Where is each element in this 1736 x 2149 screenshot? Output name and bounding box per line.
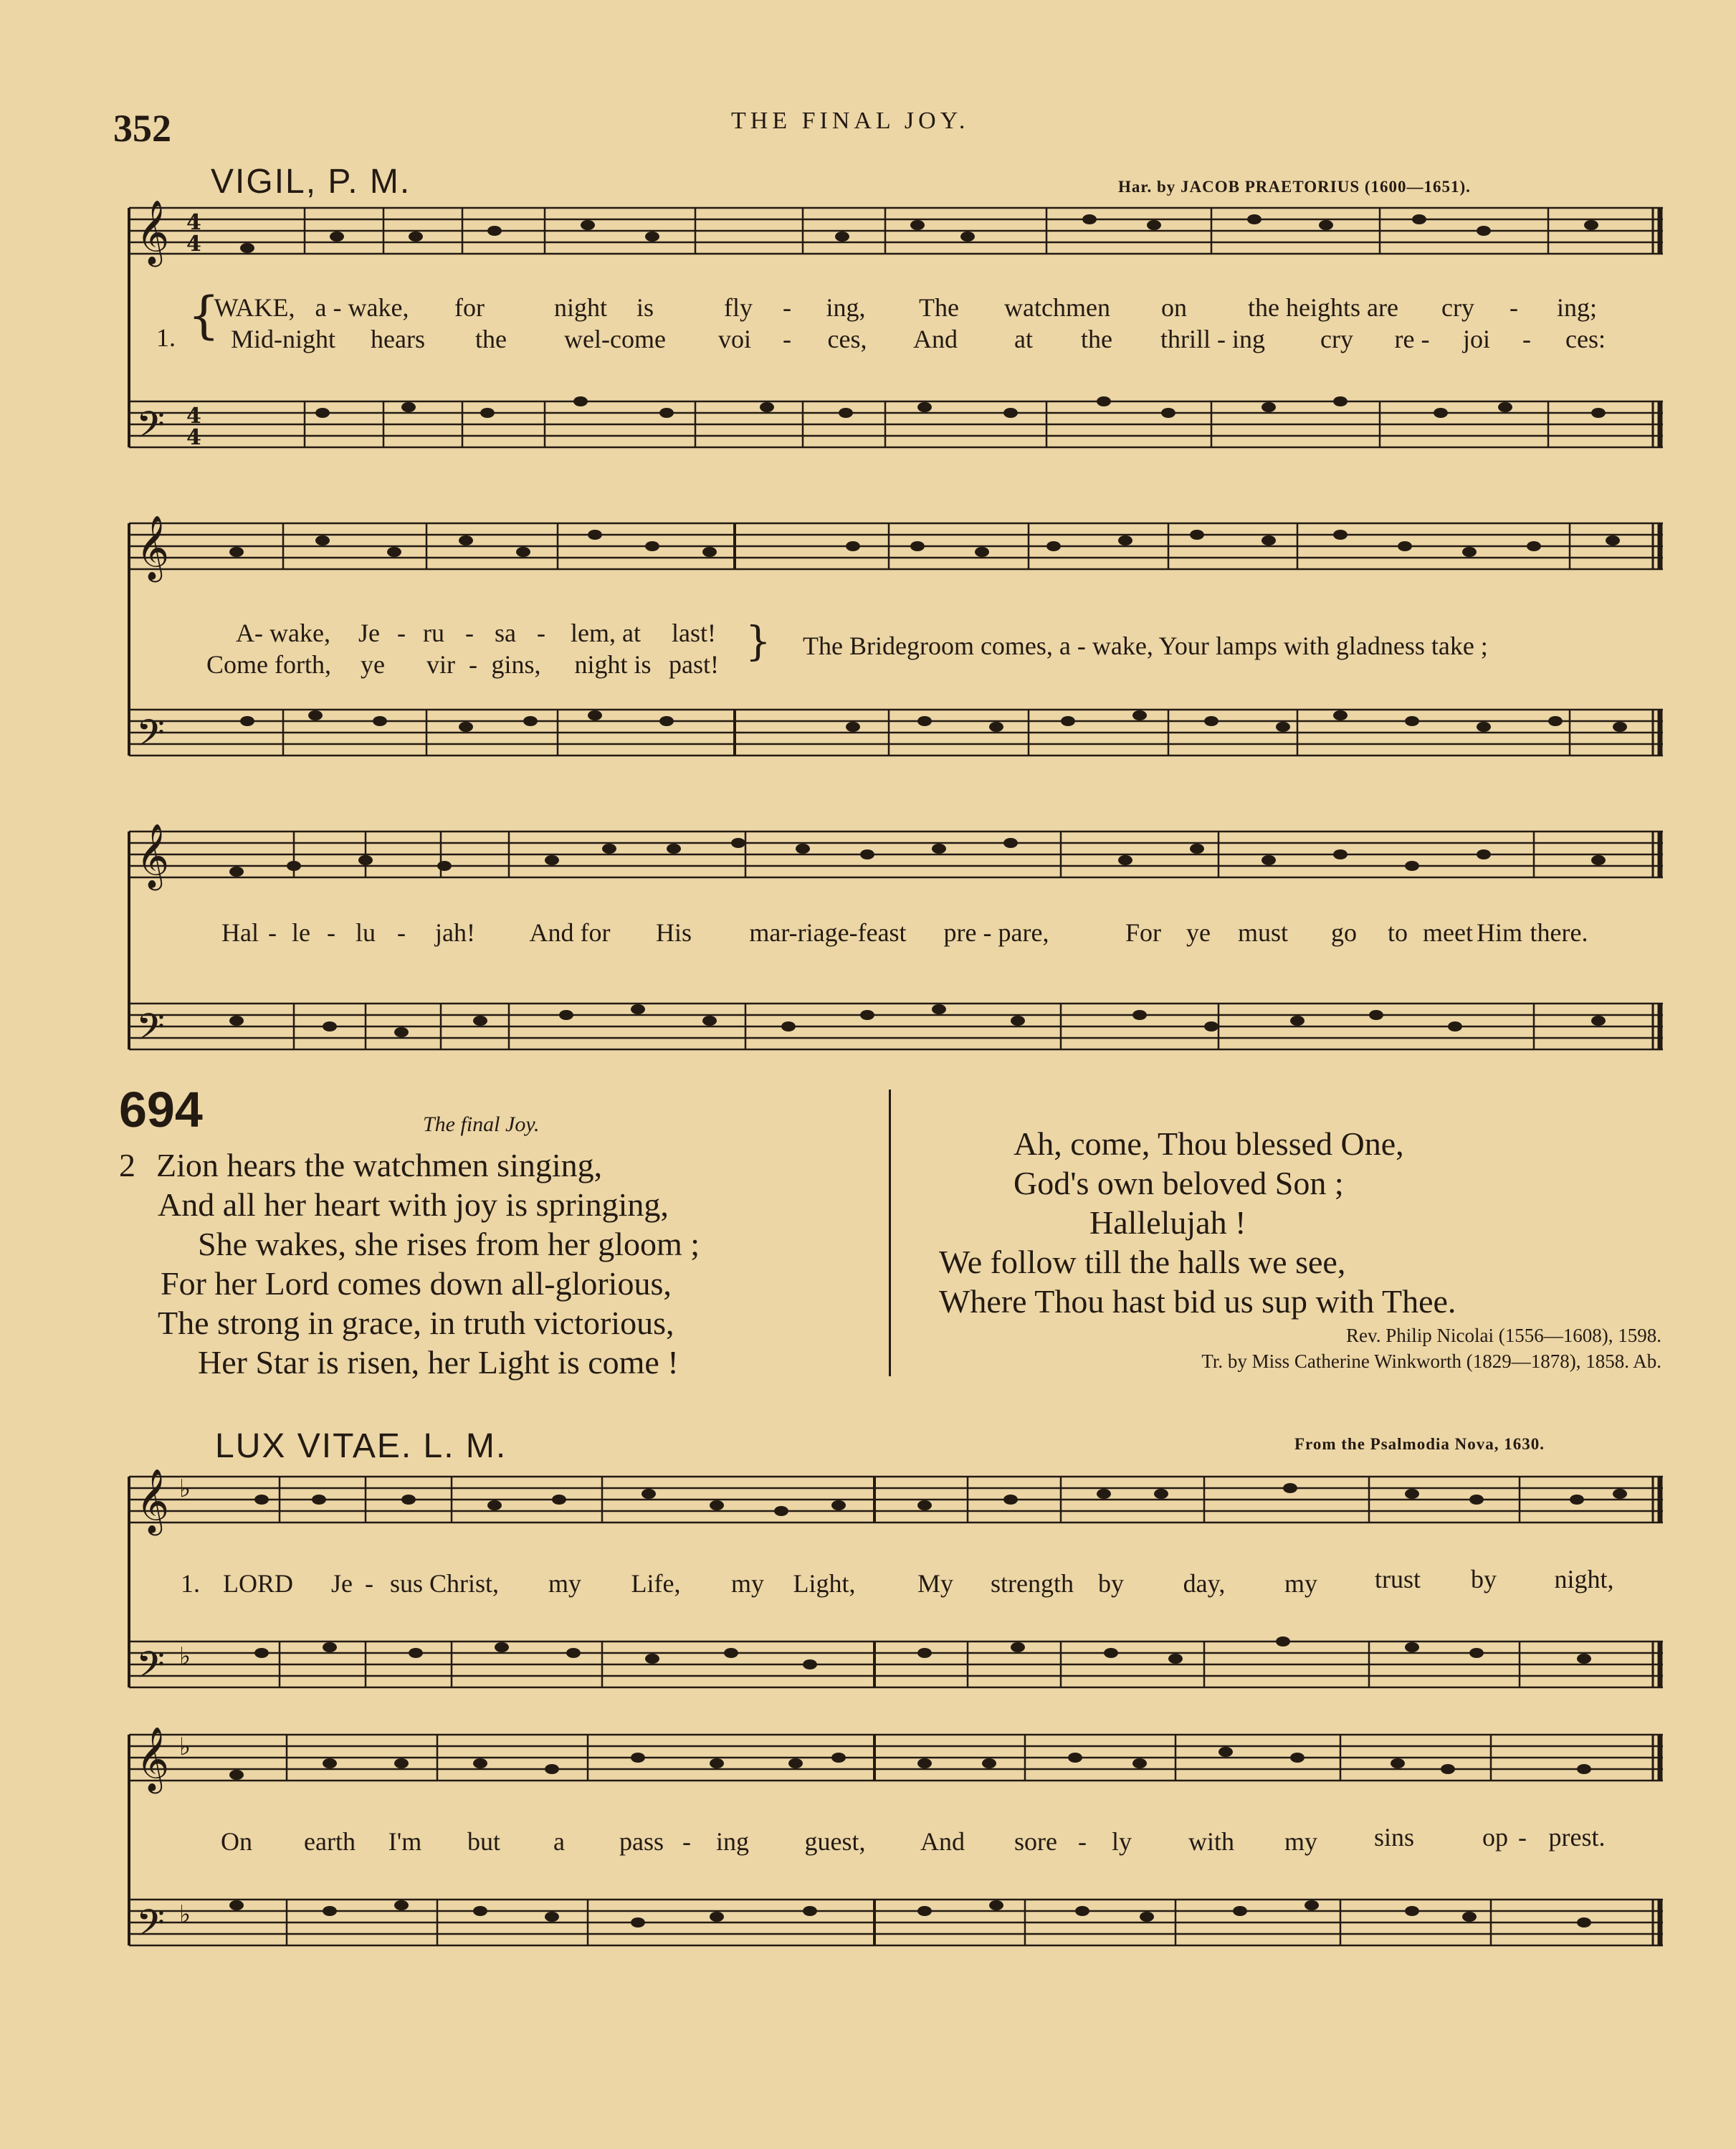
running-head: THE FINAL JOY. — [731, 108, 970, 134]
lyric: joi — [1462, 325, 1491, 353]
lyric: lu — [355, 918, 376, 947]
lyric: but — [467, 1827, 501, 1856]
stanza-line: And all her heart with joy is springing, — [158, 1186, 669, 1223]
lyric: - — [783, 293, 791, 322]
lyric: - — [1522, 325, 1531, 353]
lyric: Life, — [631, 1569, 681, 1598]
lyric: fly — [724, 293, 753, 322]
svg-text:4: 4 — [186, 210, 201, 235]
lyric: le — [292, 918, 310, 947]
lyric: ing; — [1556, 293, 1598, 322]
lyric: pass — [619, 1827, 664, 1856]
svg-text:𝄢: 𝄢 — [136, 1901, 165, 1953]
lyric: my — [548, 1569, 582, 1598]
lyric: the heights are — [1248, 293, 1398, 322]
lyric: sore — [1014, 1827, 1057, 1856]
stanza-line: We follow till the halls we see, — [939, 1244, 1346, 1280]
lux-system-1-score — [122, 1462, 1670, 1706]
svg-text:𝄢: 𝄢 — [136, 403, 165, 455]
lyric: - — [397, 619, 406, 647]
svg-text:𝄞: 𝄞 — [136, 824, 170, 888]
stanza-line: Where Thou hast bid us sup with Thee. — [939, 1283, 1456, 1320]
lyric: - — [268, 918, 277, 947]
lyric: trust — [1374, 1565, 1421, 1593]
lyric: at — [1014, 325, 1033, 353]
lyric: re - — [1394, 325, 1430, 353]
lyric: strength — [991, 1569, 1074, 1598]
page-number: 352 — [113, 107, 171, 150]
stanza-line: Hallelujah ! — [1089, 1204, 1246, 1241]
lyric: night — [553, 293, 608, 322]
lyric: for — [454, 293, 485, 322]
lyric: And — [913, 325, 958, 353]
lyric: guest, — [804, 1827, 866, 1856]
stanza-line: Ah, come, Thou blessed One, — [1014, 1125, 1404, 1162]
lyric: my — [1284, 1569, 1318, 1598]
lyric: Je — [358, 619, 380, 647]
lyric: watchmen — [1004, 293, 1110, 322]
lyric: on — [1161, 293, 1187, 322]
vigil-repeat-brace: } — [745, 619, 771, 665]
lyric: ye — [1186, 918, 1211, 947]
stanza-line: God's own beloved Son ; — [1014, 1165, 1344, 1201]
lyric: For — [1125, 918, 1162, 947]
stanza-line: She wakes, she rises from her gloom ; — [198, 1226, 700, 1262]
lyric: - — [537, 619, 545, 647]
svg-text:♭: ♭ — [179, 1642, 191, 1671]
svg-text:𝄞: 𝄞 — [136, 1727, 170, 1791]
lyric: - — [1518, 1823, 1527, 1852]
lyric: vir — [426, 650, 455, 679]
lyric: - — [682, 1827, 691, 1856]
lyric: And for — [529, 918, 611, 947]
lyric: lem, at — [571, 619, 641, 647]
lyric: thrill - ing — [1160, 325, 1265, 353]
lyric: pre - pare, — [943, 918, 1049, 947]
svg-text:𝄞: 𝄞 — [136, 515, 170, 580]
lyric: gins, — [491, 650, 541, 679]
lyric: meet — [1423, 918, 1473, 947]
vigil-tune-title: VIGIL, P. M. — [211, 163, 411, 201]
lyric: ru — [423, 619, 444, 647]
lyric: ces, — [827, 325, 867, 353]
lyric: go — [1331, 918, 1357, 947]
lyric: Hal — [221, 918, 259, 947]
lyric: - — [327, 918, 335, 947]
lyric: wel-come — [564, 325, 666, 353]
lyric: Je — [331, 1569, 353, 1598]
stanza-line: The strong in grace, in truth victorious, — [158, 1305, 674, 1341]
svg-text:♭: ♭ — [179, 1900, 191, 1929]
lyric: jah! — [435, 918, 475, 947]
lyric: The Bridegroom comes, a - wake, Your lamps with gladness take ; — [803, 632, 1488, 660]
lyric: sins — [1373, 1823, 1415, 1852]
lyric: by — [1471, 1565, 1497, 1593]
vigil-verse-number: 1. — [156, 323, 176, 352]
lyric: Mid-night — [230, 325, 336, 353]
lyric: sa — [495, 619, 516, 647]
lyric: night, — [1554, 1565, 1614, 1593]
lux-system-1-staves — [122, 1462, 1670, 1706]
lyric: a - wake, — [315, 293, 409, 322]
lyric: - — [465, 619, 474, 647]
lyric: there. — [1530, 918, 1588, 947]
svg-text:4: 4 — [186, 425, 201, 450]
lyric: His — [655, 918, 692, 947]
lyric: The — [919, 293, 959, 322]
vigil-verse-brace: { — [188, 286, 220, 345]
lyric: And — [920, 1827, 965, 1856]
svg-text:♭: ♭ — [179, 1474, 191, 1503]
lyric: I'm — [388, 1827, 422, 1856]
lyric: cry — [1320, 325, 1353, 353]
lyric: by — [1098, 1569, 1124, 1598]
lyric: - — [469, 650, 477, 679]
lux-verse-number: 1. — [181, 1569, 200, 1598]
lyric: op — [1482, 1823, 1508, 1852]
hymn-heading: The final Joy. — [423, 1112, 540, 1136]
lyric: my — [1284, 1827, 1318, 1856]
lyric: - — [365, 1569, 373, 1598]
lyric: the — [475, 325, 507, 353]
lyric: On — [221, 1827, 252, 1856]
lyric: A- wake, — [236, 619, 330, 647]
lyric: My — [917, 1569, 954, 1598]
svg-text:4: 4 — [186, 232, 201, 257]
lyric: cry — [1441, 293, 1474, 322]
lyric: my — [730, 1569, 765, 1598]
stanza-line: For her Lord comes down all-glorious, — [161, 1265, 672, 1302]
lyric: - — [1510, 293, 1518, 322]
lyric: the — [1081, 325, 1112, 353]
lyric: - — [1078, 1827, 1087, 1856]
lux-attribution: From the Psalmodia Nova, 1630. — [1294, 1435, 1545, 1453]
lyric: night is — [574, 650, 652, 679]
translator-credit: Tr. by Miss Catherine Winkworth (1829—1878), 1858. Ab. — [1201, 1350, 1661, 1372]
lyric: earth — [304, 1827, 356, 1856]
lyric: mar-riage-feast — [749, 918, 907, 947]
lyric: Come forth, — [206, 650, 331, 679]
lyric: must — [1237, 918, 1289, 947]
lyric: - — [783, 325, 791, 353]
lyric: last! — [672, 619, 716, 647]
svg-text:𝄞: 𝄞 — [136, 200, 170, 265]
lyric: sus Christ, — [389, 1569, 500, 1598]
svg-text:𝄢: 𝄢 — [136, 1643, 165, 1695]
lyric: ing — [715, 1827, 750, 1856]
svg-text:𝄞: 𝄞 — [136, 1469, 170, 1533]
lyric: voi — [717, 325, 752, 353]
lyric: past! — [669, 650, 719, 679]
svg-text:𝄢: 𝄢 — [136, 711, 165, 763]
stanza-line: Zion hears the watchmen singing, — [156, 1147, 603, 1183]
svg-text:♭: ♭ — [179, 1733, 191, 1761]
stanza-line: Her Star is risen, her Light is come ! — [198, 1344, 679, 1381]
lyric: is — [636, 293, 654, 322]
author-credit: Rev. Philip Nicolai (1556—1608), 1598. — [1346, 1325, 1661, 1346]
lyric: to — [1387, 918, 1408, 947]
lyric: LORD — [223, 1569, 293, 1598]
vigil-system-1-score — [122, 194, 1670, 495]
vigil-system-1-staves — [122, 194, 1670, 495]
stanza-number: 2 — [119, 1147, 135, 1183]
lyric: - — [397, 918, 406, 947]
lyric: Light, — [793, 1569, 856, 1598]
svg-text:4: 4 — [186, 404, 201, 429]
column-divider — [889, 1090, 891, 1376]
lyric: ly — [1111, 1827, 1132, 1856]
lyric: ces: — [1565, 325, 1606, 353]
lux-tune-title: LUX VITAE. L. M. — [215, 1427, 507, 1465]
lyric: hears — [371, 325, 425, 353]
lyric: ing, — [826, 293, 866, 322]
lyric: Him — [1476, 918, 1523, 947]
lyric: WAKE, — [214, 293, 295, 322]
vigil-attribution: Har. by JACOB PRAETORIUS (1600—1651). — [1118, 178, 1471, 196]
hymn-number: 694 — [119, 1082, 203, 1138]
lyric: day, — [1183, 1569, 1226, 1598]
lyric: prest. — [1548, 1823, 1606, 1852]
svg-text:𝄢: 𝄢 — [136, 1005, 165, 1057]
lyric: with — [1188, 1827, 1235, 1856]
lyric: ye — [361, 650, 385, 679]
lyric: a — [553, 1827, 565, 1856]
